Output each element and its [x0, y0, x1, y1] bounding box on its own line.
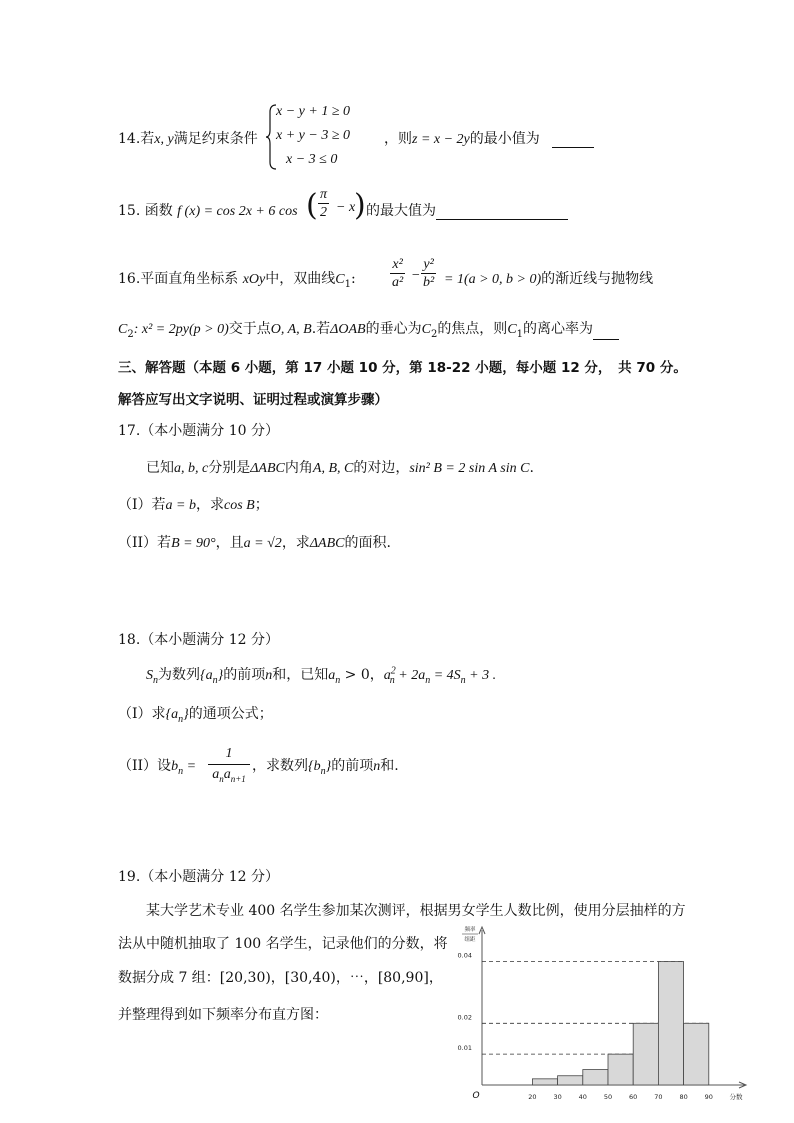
q18-p2close: }: [325, 759, 332, 774]
q19-heading: 19.（本小题满分 12 分）: [118, 869, 279, 885]
q18-s2: 为数列: [158, 667, 200, 683]
histogram-bar: [558, 1076, 583, 1085]
q17-part2: [118, 532, 391, 552]
histogram-bar: [633, 1023, 658, 1085]
q15-fraction: [318, 186, 329, 221]
q18-eqs: =: [183, 759, 197, 774]
q18-p1an: {a: [165, 707, 179, 722]
histogram-bar: [532, 1079, 557, 1085]
q18-eq3: = 4S: [430, 668, 461, 683]
q16-line2: [118, 318, 619, 340]
q16-mid4: 的垂心为: [365, 321, 422, 337]
q17-p1b: ，求: [195, 497, 224, 513]
q18-den1-sub: n: [219, 773, 224, 784]
q16-ynum: y²: [423, 257, 434, 272]
q15-frac-num: π: [320, 187, 328, 202]
q16-xnum: x²: [392, 257, 403, 272]
histogram-bar: [684, 1023, 709, 1085]
q17-s1: 已知: [146, 460, 174, 476]
x-tick-label: 40: [578, 1093, 587, 1101]
q14-constraint-2: x + y − 3 ≥ 0: [276, 128, 351, 143]
q16-c1-sub: 1: [344, 278, 351, 290]
q16-c1b: C: [507, 322, 517, 337]
q14-mid: ，则: [384, 131, 412, 147]
q17-eq: sin² B = 2 sin A sin C: [409, 461, 530, 476]
q18-p2b: ，求数列: [252, 758, 308, 774]
q16-aden: a²: [392, 275, 404, 290]
q14-cond: 满足约束条件: [173, 131, 258, 147]
q17-heading: 17.（本小题满分 10 分）: [118, 423, 279, 439]
q18-stem: [146, 664, 496, 686]
q16-c2b-sub: 2: [430, 328, 438, 340]
q18-an: {a: [200, 668, 213, 683]
q16-colon: :: [350, 271, 356, 287]
q18-den2-sub: n+1: [230, 773, 246, 784]
q17-s3: 内角: [284, 460, 313, 476]
q16-c2b: C: [421, 322, 431, 337]
q18-bn: b: [171, 759, 179, 774]
q18-cond-sub: n: [335, 674, 341, 686]
q16-text1: 平面直角坐标系: [140, 271, 239, 287]
y-label-bottom: 组距: [464, 937, 476, 943]
q14-number: 14.: [118, 131, 141, 147]
q18-part1: [118, 703, 273, 725]
q16-eq: = 1(a > 0, b > 0): [444, 272, 542, 287]
q18-eq3-sub: n: [460, 674, 466, 686]
x-tick-label: 30: [553, 1093, 562, 1101]
q14-expr: z = x − 2y: [412, 132, 470, 147]
q18-p2a: （II）设: [118, 758, 172, 774]
q14-vars: x, y: [154, 132, 174, 147]
q16-mid5: 的焦点，则: [437, 321, 508, 337]
y-tick-label: 0.04: [457, 951, 472, 960]
q18-S-sub: n: [153, 674, 158, 686]
q17-p1eq: a = b: [165, 498, 196, 513]
section3-heading-line2: 解答应写出文字说明、证明过程或演算步骤）: [118, 392, 388, 408]
q18-bn-sub: n: [178, 765, 184, 777]
q16-mid2: 交于点: [228, 321, 271, 337]
x-tick-label: 80: [679, 1093, 688, 1101]
q17-p2b: ，且: [215, 535, 244, 551]
q18-p1an-sub: n: [178, 713, 184, 725]
q19-line3: 数据分成 7 组：[20,30)，[30,40)，⋯，[80,90]，: [118, 970, 443, 986]
y-label-top: 频率: [464, 927, 476, 933]
q18-p1close: }: [183, 707, 189, 722]
q15-post: 的最大值为: [366, 203, 436, 219]
q16-c2: C: [118, 322, 128, 337]
q18-p2d: 和.: [380, 758, 399, 774]
q18-p2n: n: [373, 759, 381, 774]
q16-post2: 的离心率为: [523, 321, 594, 337]
q18-an-close: }: [217, 668, 224, 683]
q15-frac-den: 2: [320, 205, 327, 220]
q17-p1c: cos B: [223, 498, 255, 513]
q17-p2e: ΔABC: [309, 536, 345, 551]
histogram-bar: [583, 1070, 608, 1085]
section3-heading-line1: 三、解答题（本题 6 小题，第 17 小题 10 分，第 18-22 小题，每小题 12 分， 共 70 分。: [118, 360, 687, 376]
q18-s3: 的前项: [223, 667, 266, 683]
q16-minus: −: [411, 268, 421, 283]
q17-p2c: a = √2: [243, 536, 282, 551]
q14-answer-blank[interactable]: [552, 133, 594, 148]
y-tick-label: 0.01: [457, 1044, 472, 1053]
frequency-histogram: [440, 922, 770, 1112]
q17-p2eq: B = 90°: [171, 536, 216, 551]
q16-post1: 的渐近线与抛物线: [541, 271, 654, 287]
q18-den1: a: [212, 767, 220, 782]
q19-line4: 并整理得到如下频率分布直方图：: [118, 1007, 328, 1023]
q15-number: 15.: [118, 203, 141, 219]
q17-s4: 的对边，: [353, 460, 410, 476]
q15-stem: [118, 200, 298, 220]
q16-c1b-sub: 1: [516, 328, 524, 340]
x-tick-label: 90: [704, 1093, 713, 1101]
q14-constraint-3: x − 3 ≤ 0: [286, 152, 338, 167]
q17-p2f: 的面积.: [344, 535, 391, 551]
q18-p2bn-sub: n: [320, 765, 326, 777]
histogram-bar: [608, 1054, 633, 1085]
q14-post: 的最小值为: [469, 131, 540, 147]
q17-p1d: ；: [254, 497, 269, 513]
q14-constraint-1: x − y + 1 ≥ 0: [276, 104, 351, 119]
q18-frac-den: [208, 765, 250, 789]
histogram-bar: [658, 962, 683, 1085]
q17-part1: [118, 494, 269, 514]
q17-abc: a, b, c: [174, 461, 209, 476]
q16-frac-x: [390, 256, 405, 291]
q16-parabola: : x² = 2py(p > 0): [133, 322, 229, 337]
q16-text2: 中，双曲线: [265, 271, 336, 287]
q15-answer-blank[interactable]: [436, 205, 568, 220]
q15-function: f (x) = cos 2x + 6 cos: [177, 204, 298, 219]
q16-mid3: .若: [311, 321, 331, 337]
q14-text: 若: [140, 131, 155, 147]
q18-cond2: > 0，: [340, 667, 384, 683]
q18-eq: a: [383, 668, 391, 683]
q19-line1: 某大学艺术专业 400 名学生参加某次测评，根据男女学生人数比例，使用分层抽样的方: [146, 903, 686, 919]
q18-heading: 18.（本小题满分 12 分）: [118, 632, 279, 648]
origin-label: O: [472, 1091, 480, 1101]
q17-ABC: A, B, C: [312, 461, 354, 476]
q15-text: 函数: [144, 203, 173, 219]
q18-eq-sup: 2: [390, 665, 396, 677]
q16-points: O, A, B: [270, 322, 312, 337]
x-tick-label: 20: [528, 1093, 537, 1101]
q18-S: S: [146, 668, 153, 683]
q17-p2a: （II）若: [118, 535, 172, 551]
q18-p2c: 的前项: [331, 758, 374, 774]
q18-eq2: + 2a: [394, 668, 426, 683]
q18-an-sub: n: [212, 674, 218, 686]
q16-line1-a: [118, 268, 356, 290]
q18-n: n: [265, 668, 273, 683]
q15-paren-left: (: [306, 188, 318, 223]
q18-p1a: （I）求: [118, 706, 166, 722]
q18-p1b: 的通项公式；: [188, 706, 273, 722]
q15-minus-x: − x: [336, 200, 356, 215]
x-tick-label: 70: [654, 1093, 663, 1101]
q16-number: 16.: [118, 271, 141, 287]
q17-p2d: ，求: [281, 535, 310, 551]
q15-tail: [366, 200, 568, 220]
q18-part2-a: [118, 755, 196, 777]
q18-part2-b: [252, 755, 399, 777]
q19-line2: 法从中随机抽取了 100 名学生，记录他们的分数，将: [118, 936, 448, 952]
y-tick-label: 0.02: [457, 1013, 472, 1022]
q17-tri: ΔABC: [250, 461, 285, 476]
q18-eq2-sub: n: [425, 674, 431, 686]
x-tick-label: 60: [629, 1093, 638, 1101]
q18-cond: a: [328, 668, 336, 683]
q17-s2: 分别是: [208, 460, 251, 476]
q18-den2: a: [223, 767, 231, 782]
q17-p1a: （I）若: [118, 497, 166, 513]
q16-triangle: ΔOAB: [330, 322, 366, 337]
q16-bden: b²: [423, 275, 435, 290]
q18-s4: 和，已知: [272, 667, 329, 683]
x-tick-label: 50: [603, 1093, 613, 1101]
q16-frac-y: [421, 256, 436, 291]
q16-c2-sub: 2: [127, 328, 134, 340]
q18-eq-sub: n: [389, 674, 395, 686]
q16-line1-b: [444, 268, 653, 288]
q17-s5: .: [529, 460, 534, 476]
q16-c1: C: [335, 272, 345, 287]
q14-stem: [118, 128, 258, 148]
q15-paren-right: ): [354, 188, 366, 223]
q18-fraction: [208, 744, 250, 789]
q18-p2bn: {b: [308, 759, 321, 774]
q16-answer-blank[interactable]: [593, 325, 619, 340]
q18-frac-num: 1: [208, 744, 250, 765]
q17-stem: [146, 457, 534, 477]
q14-tail: [384, 128, 594, 148]
q16-xoy: xOy: [242, 272, 266, 287]
q18-eq4: + 3 .: [465, 668, 497, 683]
x-axis-label: 分数: [729, 1093, 743, 1101]
